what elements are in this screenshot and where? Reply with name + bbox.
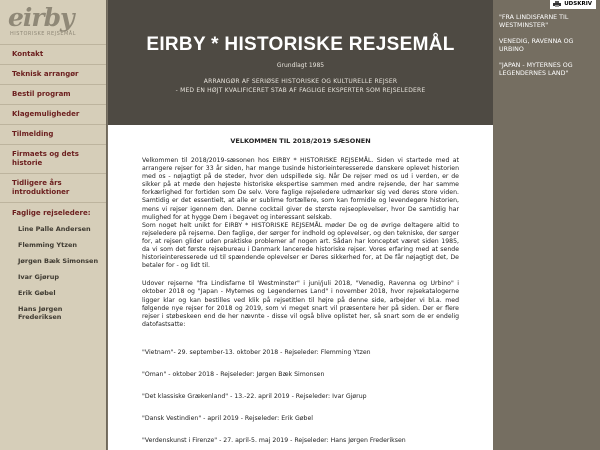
leader-link[interactable]: Jørgen Bæk Simonsen	[18, 257, 99, 265]
article-body	[108, 125, 493, 445]
founded-text: Grundlagt 1985	[276, 62, 325, 69]
nav-item-teknisk-arrangor[interactable]: Teknisk arrangør	[0, 64, 106, 84]
right-sidebar	[493, 0, 600, 450]
print-button[interactable]	[550, 0, 596, 9]
leader-link[interactable]: Ivar Gjørup	[18, 273, 60, 281]
leader-link[interactable]: Hans Jørgen Frederiksen	[18, 305, 63, 321]
logo[interactable]	[0, 0, 106, 44]
mission-line-2: - MED EN HØJT KVALIFICERET STAB AF FAGLIGE EKSPERTER SOM REJSELEDERE	[175, 87, 426, 94]
mission-statement	[108, 77, 493, 95]
nav-item-tidligere-introduktioner[interactable]: Tidligere års introduktioner	[0, 173, 106, 202]
trip-item: "Dansk Vestindien" - april 2019 - Rejseleder: Erik Gøbel	[142, 414, 313, 422]
trip-item: "Oman" - oktober 2018 - Rejseleder: Jørgen Bæk Simonsen	[142, 370, 325, 378]
printer-icon	[553, 1, 561, 7]
nav-item-kontakt[interactable]: Kontakt	[0, 44, 106, 64]
leader-link[interactable]: Erik Gøbel	[18, 289, 56, 297]
logo-brand: eirby	[8, 3, 74, 32]
catalog-link-japan[interactable]: "JAPAN - MYTERNES OG LEGENDERNES LAND"	[499, 62, 573, 77]
nav-item-klagemuligheder[interactable]: Klagemuligheder	[0, 104, 106, 124]
left-sidebar	[0, 0, 107, 450]
nav-item-tilmelding[interactable]: Tilmelding	[0, 124, 106, 144]
catalog-link-lindisfarne[interactable]: "FRA LINDISFARNE TIL WESTMINSTER"	[499, 14, 569, 29]
welcome-heading: VELKOMMEN TIL 2018/2019 SÆSONEN	[230, 137, 371, 145]
catalog-link-venedig[interactable]: VENEDIG, RAVENNA OG URBINO	[499, 38, 574, 53]
header-banner	[108, 0, 493, 125]
trip-item: "Det klassiske Grækenland" - 13.-22. april 2019 - Rejseleder: Ivar Gjørup	[142, 392, 367, 400]
paragraph-intro: Velkommen til 2018/2019-sæsonen hos EIRBY * HISTORISKE REJSEMÅL. Siden vi startede med at arrangere rejser for 33 år siden, har mange tusinde historieinteresserede danskere oplevet historien med os - nøjagtigt på de steder, hvor den udspillede sig. Når De rejser med os ud i verden, er de sikker på at møde den højeste historiske ekspertise sammen med andre rejsende, der har samme forkærlighed for fortiden som De selv. Vore faglige rejseledere udmærker sig ved deres store viden. Samtidig er det essentielt, at alle er sublime fortællere, som kan formidle og levendegøre historien, mens vi rejser igennem den. Denne cocktail giver de største rejseoplevelser, hvor De samtidig har mulighed for at hygge Dem i begavet og interessant selskab.	[142, 157, 459, 221]
print-label: UDSKRIV	[564, 1, 592, 7]
trip-item: "Vietnam"- 29. september-13. oktober 2018 - Rejseleder: Flemming Ytzen	[142, 348, 371, 356]
leader-link[interactable]: Line Palle Andersen	[18, 225, 91, 233]
mission-line-1: ARRANGØR AF SERIØSE HISTORISKE OG KULTURELLE REJSER	[203, 78, 398, 85]
trip-item: "Verdenskunst i Firenze" - 27. april-5. maj 2019 - Rejseleder: Hans Jørgen Frederiksen	[142, 436, 406, 444]
trip-catalog-links	[499, 14, 595, 86]
leader-link[interactable]: Flemming Ytzen	[18, 241, 78, 249]
logo-tagline: HISTORISKE REJSEMÅL	[10, 31, 77, 37]
leaders-heading: Faglige rejseledere:	[0, 202, 106, 221]
page-title: EIRBY * HISTORISKE REJSEMÅL	[146, 34, 455, 55]
main-content	[108, 0, 493, 450]
paragraph-concept: Som noget helt unikt for EIRBY * HISTORISKE REJSEMÅL møder De og de øvrige deltagere altid to rejseledere på rejserne. Den faglige, der sørger for indhold og oplevelser, og den tekniske, der sørger for, at rejsen glider uden praktiske problemer af nogen art. Sådan har konceptet været siden 1985, da vi som det første rejsebureau i Danmark lancerede historiske rejser. Vores erfaring med at sende historieinteresserede ud til spændende oplevelser er Deres sikkerhed for, at De får nøjagtigt det, De betaler for - og lidt til.	[142, 221, 459, 270]
nav-item-bestil-program[interactable]: Bestil program	[0, 84, 106, 104]
paragraph-upcoming: Udover rejserne "fra Lindisfarne til Westminster" i juni/juli 2018, "Venedig, Ravenna og Urbino" i oktober 2018 og "Japan - Mytemes og Legendernes Land" i november 2018, hvor rejsekatalogerne ligger klar og kan bestilles ved klik på rejsetitlen til højre på denne side, arbejder vi bl.a. med følgende nye rejser for 2018 og 2019, som vi meget snart vil præsentere her på siden. Der er flere rejser i støbeskeen end de her nævnte - disse vil også blive oplistet her, så snart som de er endelig datofastsatte:	[142, 280, 459, 328]
nav-item-firmaets-historie[interactable]: Firmaets og dets historie	[0, 144, 106, 173]
